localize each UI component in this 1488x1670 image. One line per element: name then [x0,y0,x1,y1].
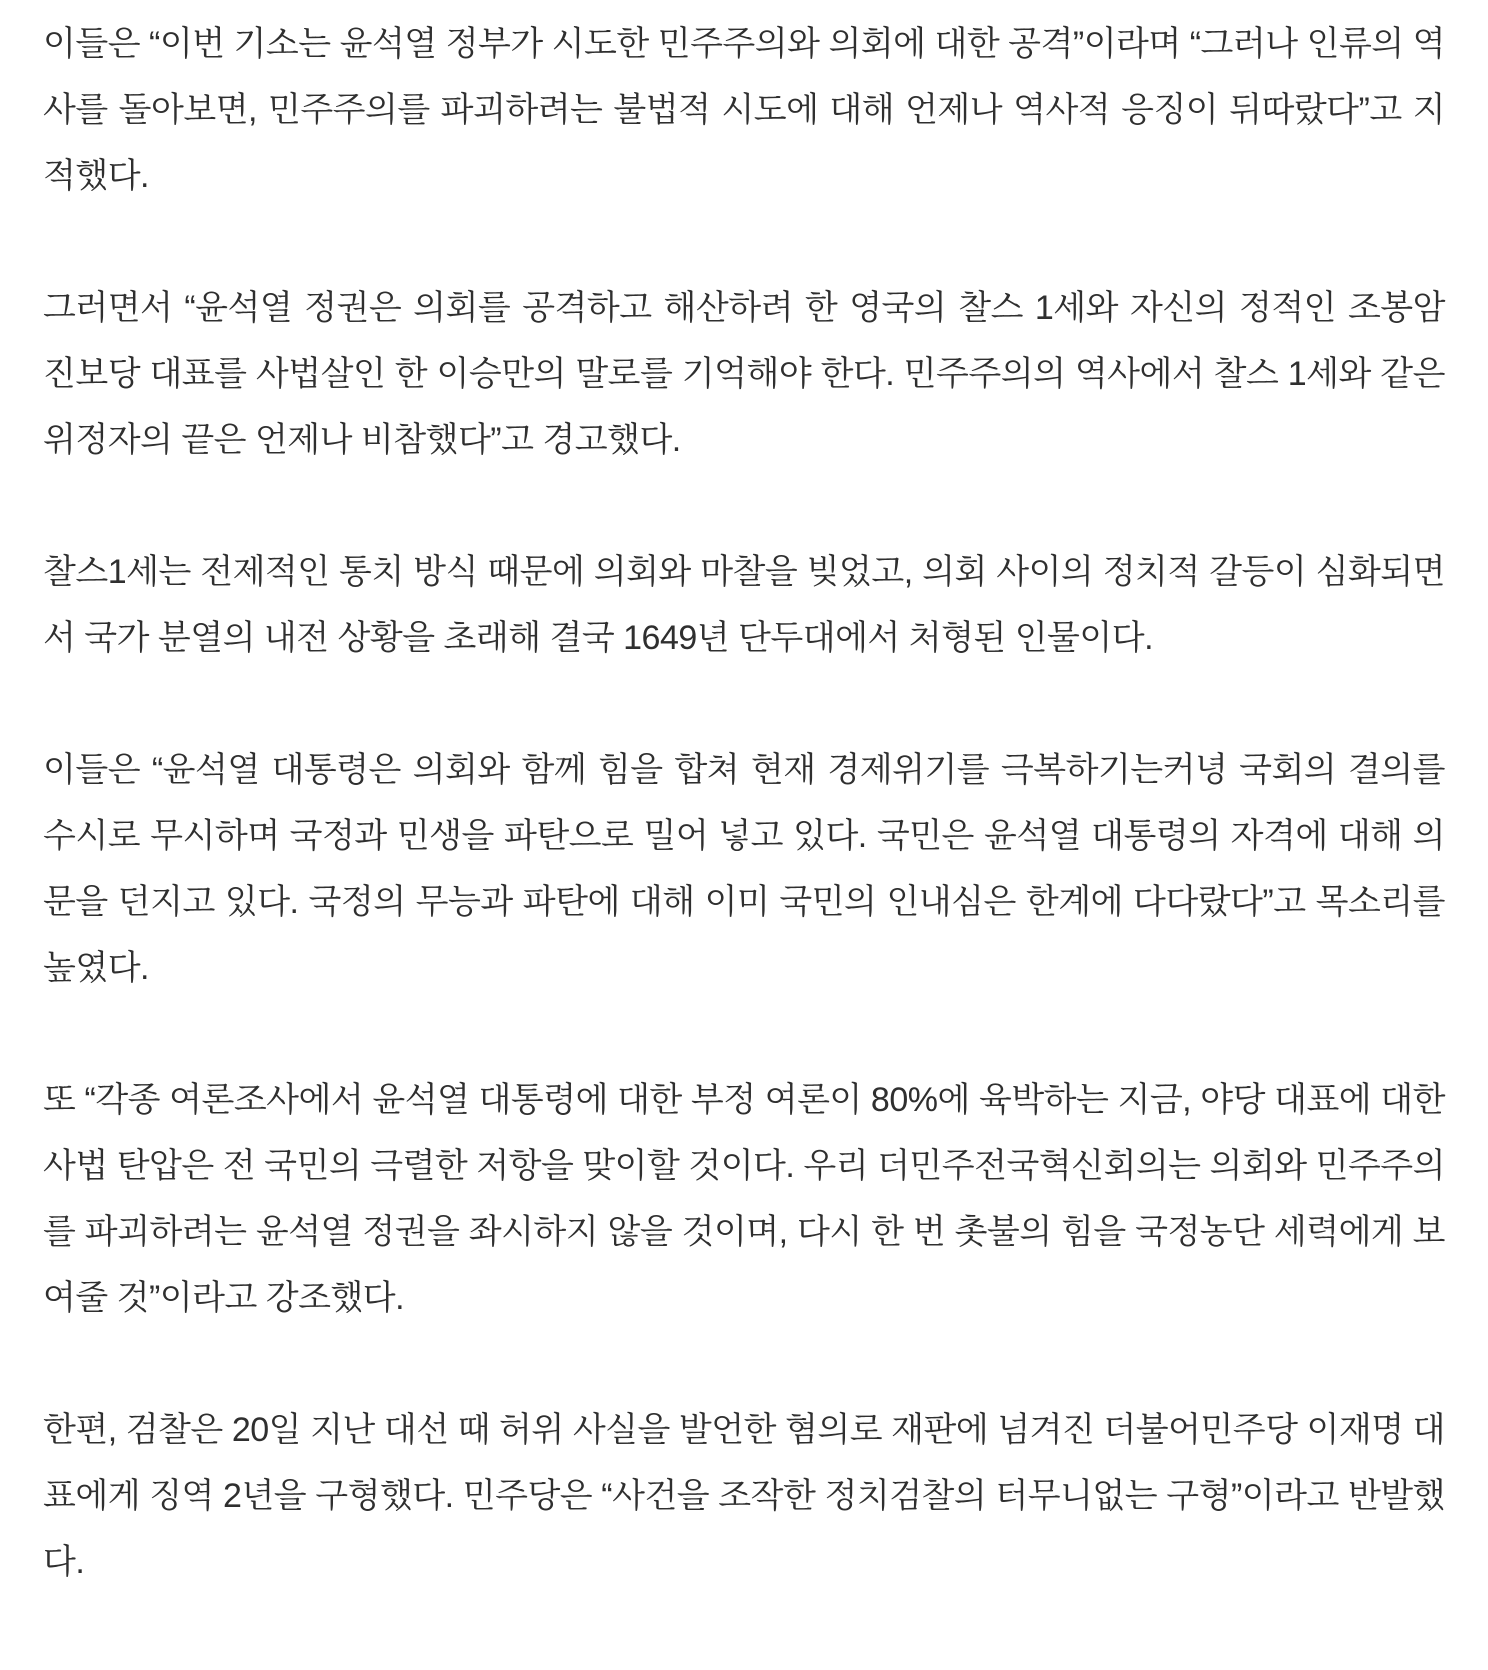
article-paragraph: 이들은 “윤석열 대통령은 의회와 함께 힘을 합쳐 현재 경제위기를 극복하기는커녕 국회의 결의를 수시로 무시하며 국정과 민생을 파탄으로 밀어 넣고 있다. 국민은 윤석열 대통령의 자격에 대해 의문을 던지고 있다. 국정의 무능과 파탄에 대해 이미 국민의 인내심은 한계에 다다랐다”고 목소리를 높였다. [43,751,1445,987]
article-paragraph: 찰스1세는 전제적인 통치 방식 때문에 의회와 마찰을 빚었고, 의회 사이의 정치적 갈등이 심화되면서 국가 분열의 내전 상황을 초래해 결국 1649년 단두대에서 처형된 인물이다. [43,553,1445,657]
article-paragraph: 이들은 “이번 기소는 윤석열 정부가 시도한 민주주의와 의회에 대한 공격”이라며 “그러나 인류의 역사를 돌아보면, 민주주의를 파괴하려는 불법적 시도에 대해 언제나 역사적 응징이 뒤따랐다”고 지적했다. [43,25,1445,195]
article-paragraph: 그러면서 “윤석열 정권은 의회를 공격하고 해산하려 한 영국의 찰스 1세와 자신의 정적인 조봉암 진보당 대표를 사법살인 한 이승만의 말로를 기억해야 한다. 민주주의의 역사에서 찰스 1세와 같은 위정자의 끝은 언제나 비참했다”고 경고했다. [43,289,1445,459]
article-paragraph: 한편, 검찰은 20일 지난 대선 때 허위 사실을 발언한 혐의로 재판에 넘겨진 더불어민주당 이재명 대표에게 징역 2년을 구형했다. 민주당은 “사건을 조작한 정치검찰의 터무니없는 구형”이라고 반발했다. [43,1411,1445,1581]
article-paragraph: 또 “각종 여론조사에서 윤석열 대통령에 대한 부정 여론이 80%에 육박하는 지금, 야당 대표에 대한 사법 탄압은 전 국민의 극렬한 저항을 맞이할 것이다. 우리 더민주전국혁신회의는 의회와 민주주의를 파괴하려는 윤석열 정권을 좌시하지 않을 것이며, 다시 한 번 촛불의 힘을 국정농단 세력에게 보여줄 것”이라고 강조했다. [43,1081,1445,1317]
